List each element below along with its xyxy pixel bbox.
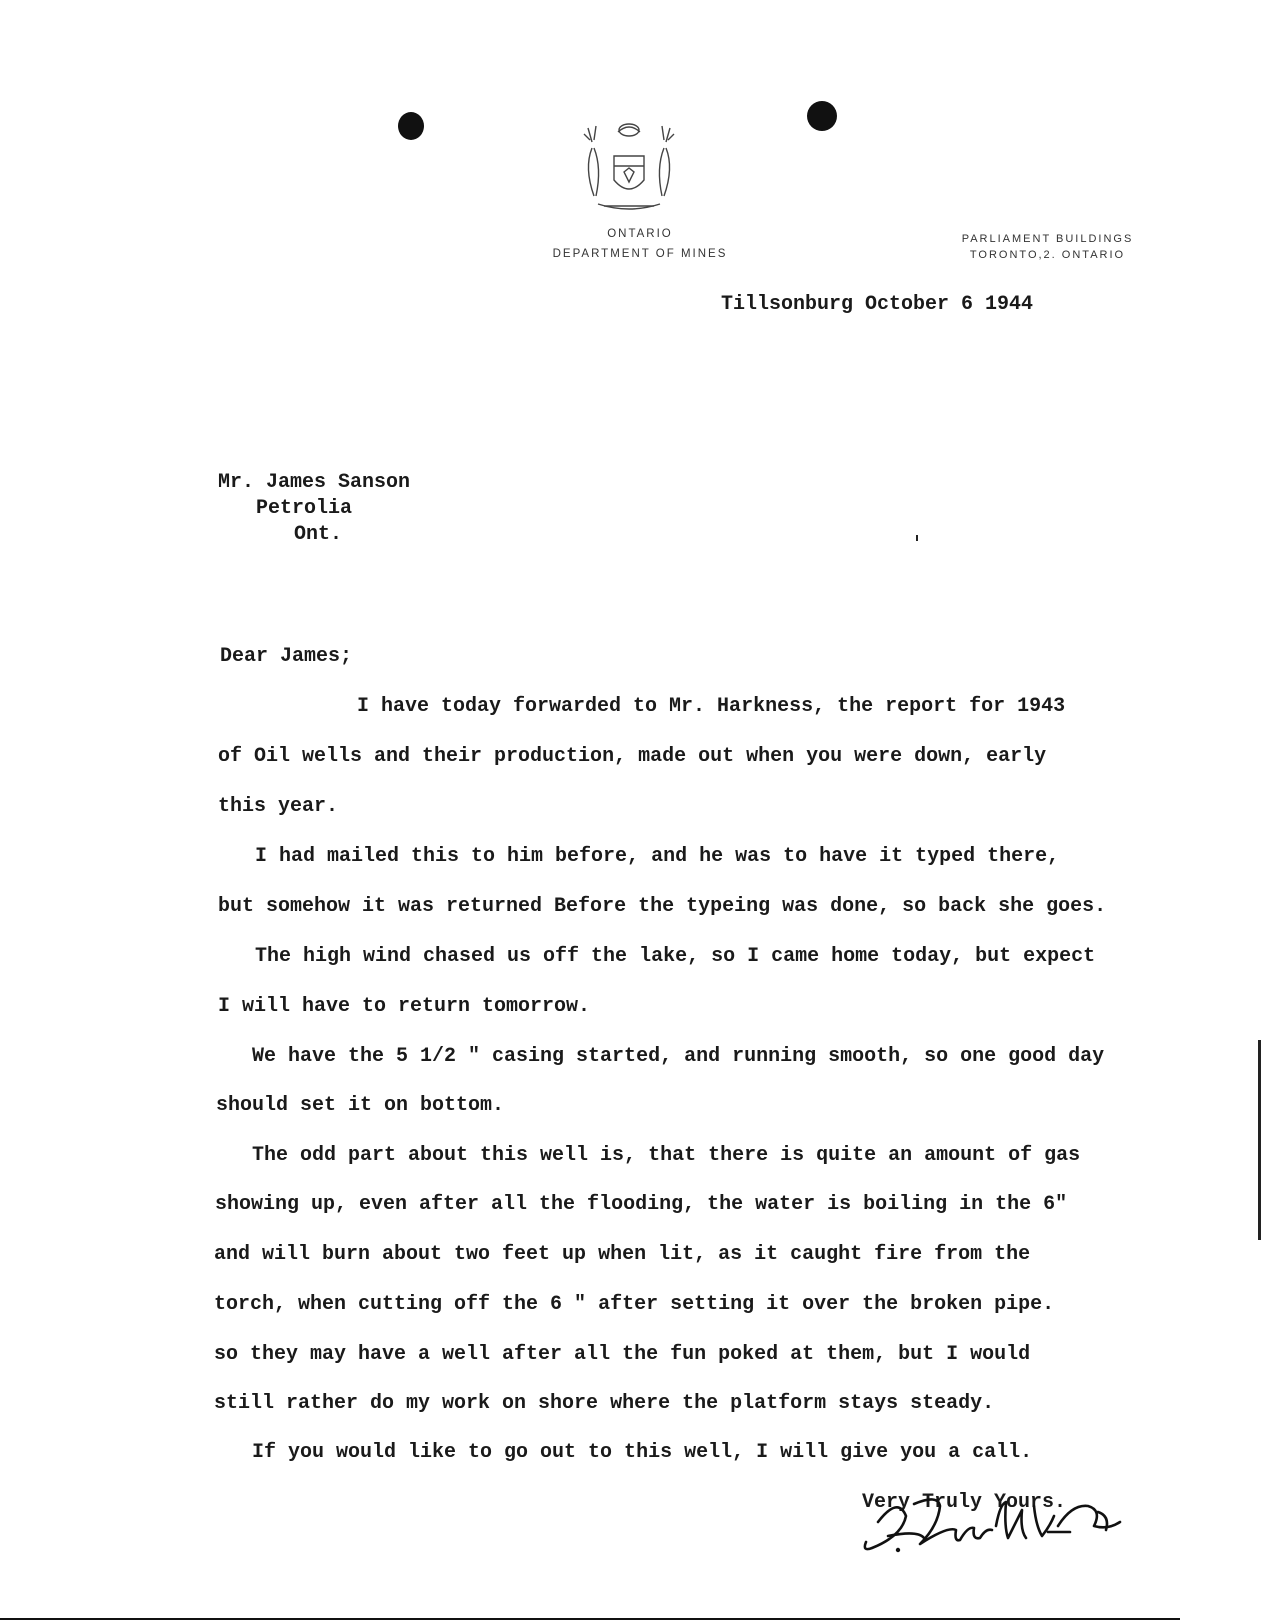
- body-line: If you would like to go out to this well, I will give you a call.: [252, 1441, 1033, 1464]
- closing: Very Truly Yours.: [862, 1491, 1067, 1514]
- letterhead-province: ONTARIO: [607, 228, 673, 240]
- bottom-edge-line: [0, 1618, 1180, 1620]
- page-edge-mark: [1258, 1040, 1261, 1240]
- body-line: so they may have a well after all the fun poked at them, but I would: [214, 1343, 1031, 1366]
- body-line: I had mailed this to him before, and he was to have it typed there,: [255, 845, 1060, 868]
- body-line: I will have to return tomorrow.: [218, 995, 591, 1018]
- coat-of-arms-icon: [574, 118, 684, 218]
- punch-hole-left: [398, 112, 424, 140]
- recipient-province: Ont.: [294, 523, 343, 546]
- body-line: torch, when cutting off the 6 " after setting it over the broken pipe.: [214, 1293, 1055, 1316]
- signature: [858, 1486, 1148, 1566]
- salutation: Dear James;: [220, 645, 353, 668]
- body-line: this year.: [218, 795, 339, 818]
- recipient-town: Petrolia: [256, 497, 353, 520]
- letterhead-department: DEPARTMENT OF MINES: [552, 248, 728, 260]
- body-line: but somehow it was returned Before the typeing was done, so back she goes.: [218, 895, 1107, 918]
- stray-mark: [916, 535, 918, 541]
- body-line: and will burn about two feet up when lit, as it caught fire from the: [214, 1243, 1031, 1266]
- body-line: The odd part about this well is, that there is quite an amount of gas: [252, 1144, 1081, 1167]
- body-line: We have the 5 1/2 " casing started, and running smooth, so one good day: [252, 1045, 1105, 1068]
- punch-hole-right: [807, 101, 837, 131]
- body-line: still rather do my work on shore where the platform stays steady.: [214, 1392, 995, 1415]
- dateline: Tillsonburg October 6 1944: [721, 293, 1034, 316]
- body-line: The high wind chased us off the lake, so I came home today, but expect: [255, 945, 1096, 968]
- recipient-name: Mr. James Sanson: [218, 471, 411, 494]
- body-line: I have today forwarded to Mr. Harkness, the report for 1943: [357, 695, 1066, 718]
- body-line: of Oil wells and their production, made out when you were down, early: [218, 745, 1047, 768]
- body-line: should set it on bottom.: [216, 1094, 505, 1117]
- letterhead-address-line-1: PARLIAMENT BUILDINGS: [961, 233, 1134, 245]
- body-line: showing up, even after all the flooding, the water is boiling in the 6": [215, 1193, 1068, 1216]
- letterhead-address-line-2: TORONTO,2. ONTARIO: [969, 249, 1126, 261]
